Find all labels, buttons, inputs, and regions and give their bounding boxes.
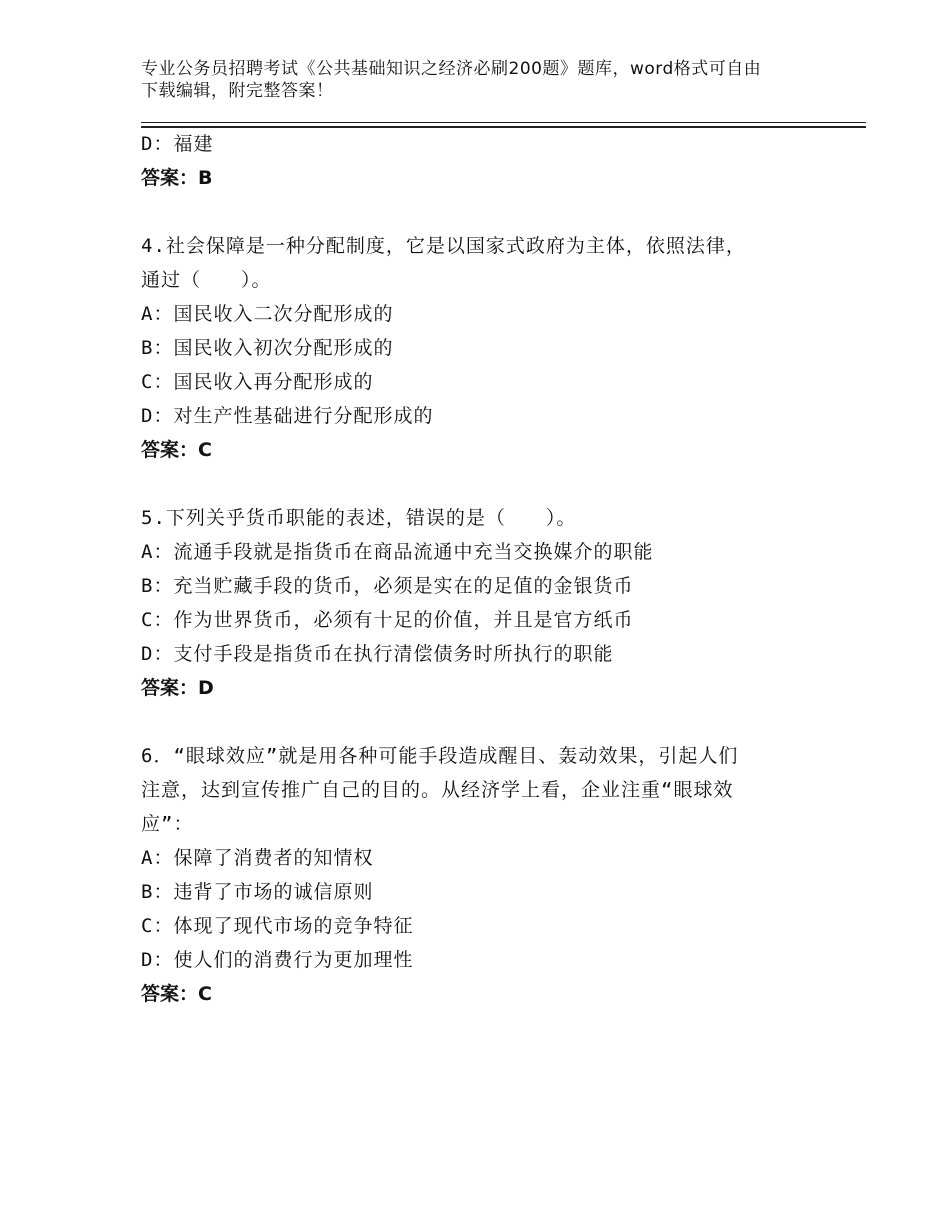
q3-option-d: D：福建 bbox=[141, 133, 214, 155]
spacer bbox=[141, 467, 821, 501]
document-header bbox=[141, 58, 821, 102]
q6-option-a: A：保障了消费者的知情权 bbox=[141, 847, 374, 869]
header-divider-thin bbox=[141, 122, 866, 123]
q6-option-b: B：违背了市场的诚信原则 bbox=[141, 881, 374, 903]
q6-stem-line-3: 应”： bbox=[141, 813, 194, 835]
header-line-1: 专业公务员招聘考试《公共基础知识之经济必刷200题》题库，word格式可自由 bbox=[141, 59, 762, 79]
q4-option-c: C：国民收入再分配形成的 bbox=[141, 371, 374, 393]
q6-stem-line-1: 6．“眼球效应”就是用各种可能手段造成醒目、轰动效果，引起人们 bbox=[141, 745, 739, 767]
q3-answer: 答案：B bbox=[141, 167, 213, 189]
q5-answer: 答案：D bbox=[141, 677, 214, 699]
q4-stem-line-1: 4.社会保障是一种分配制度，它是以国家式政府为主体，依照法律， bbox=[141, 235, 746, 257]
question-5 bbox=[141, 501, 821, 705]
q5-option-a: A：流通手段就是指货币在商品流通中充当交换媒介的职能 bbox=[141, 541, 654, 563]
q5-option-d: D：支付手段是指货币在执行清偿债务时所执行的职能 bbox=[141, 643, 614, 665]
q5-option-c: C：作为世界货币，必须有十足的价值，并且是官方纸币 bbox=[141, 609, 634, 631]
q6-option-d: D：使人们的消费行为更加理性 bbox=[141, 949, 414, 971]
q4-stem-line-2: 通过（ ）。 bbox=[141, 269, 272, 291]
q6-answer: 答案：C bbox=[141, 983, 212, 1005]
q4-option-d: D：对生产性基础进行分配形成的 bbox=[141, 405, 434, 427]
q4-option-a: A：国民收入二次分配形成的 bbox=[141, 303, 394, 325]
q5-stem: 5.下列关乎货币职能的表述，错误的是（ ）。 bbox=[141, 507, 577, 529]
q4-option-b: B：国民收入初次分配形成的 bbox=[141, 337, 394, 359]
question-list bbox=[141, 127, 821, 1011]
question-4 bbox=[141, 229, 821, 467]
header-line-2: 下载编辑，附完整答案！ bbox=[141, 81, 334, 101]
spacer bbox=[141, 705, 821, 739]
q5-option-b: B：充当贮藏手段的货币，必须是实在的足值的金银货币 bbox=[141, 575, 634, 597]
spacer bbox=[141, 195, 821, 229]
question-3 bbox=[141, 127, 821, 195]
q4-answer: 答案：C bbox=[141, 439, 212, 461]
q6-option-c: C：体现了现代市场的竞争特征 bbox=[141, 915, 414, 937]
q6-stem-line-2: 注意，达到宣传推广自己的目的。从经济学上看，企业注重“眼球效 bbox=[141, 779, 734, 801]
question-6 bbox=[141, 739, 821, 1011]
